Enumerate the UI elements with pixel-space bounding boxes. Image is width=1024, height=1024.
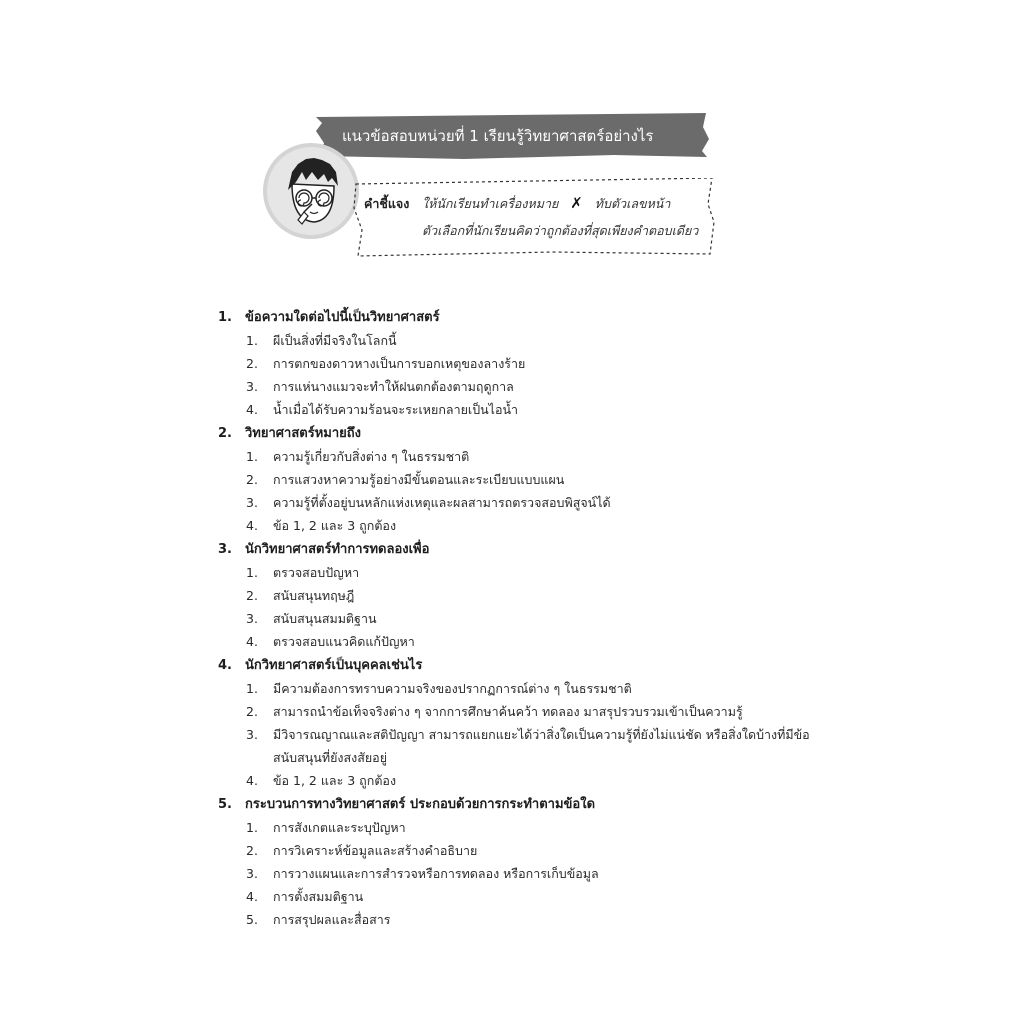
instructions-text-after-mark: ทับตัวเลขหน้า <box>594 196 671 211</box>
question-number: 3. <box>218 542 232 557</box>
answer-option[interactable] <box>218 630 818 653</box>
answer-option[interactable] <box>218 700 818 723</box>
option-number[interactable]: 3. <box>246 611 258 626</box>
answer-option[interactable] <box>218 375 818 398</box>
question-heading <box>218 422 818 445</box>
option-number[interactable]: 2. <box>246 356 258 371</box>
question-text: นักวิทยาศาสตร์ทำการทดลองเพื่อ <box>245 542 430 557</box>
answer-option[interactable] <box>218 329 818 352</box>
option-text: ความรู้ที่ตั้งอยู่บนหลักแห่งเหตุและผลสามารถตรวจสอบพิสูจน์ได้ <box>273 495 611 510</box>
option-text: การตั้งสมมติฐาน <box>273 889 364 904</box>
option-text: การสังเกตและระบุปัญหา <box>273 820 406 835</box>
question-text: กระบวนการทางวิทยาศาสตร์ ประกอบด้วยการกระทำตามข้อใด <box>245 797 596 812</box>
question-list <box>218 306 818 932</box>
question-heading <box>218 654 818 677</box>
question-2 <box>218 422 818 537</box>
student-avatar <box>262 142 360 240</box>
answer-option[interactable] <box>218 677 818 700</box>
answer-option[interactable] <box>218 468 818 491</box>
answer-option[interactable] <box>218 839 818 862</box>
answer-option[interactable] <box>218 908 818 931</box>
option-number[interactable]: 3. <box>246 866 258 881</box>
option-number[interactable]: 4. <box>246 889 258 904</box>
instructions-label: คำชี้แจง <box>364 196 410 211</box>
option-text: สามารถนำข้อเท็จจริงต่าง ๆ จากการศึกษาค้นคว้า ทดลอง มาสรุปรวบรวมเข้าเป็นความรู้ <box>273 704 743 719</box>
option-number[interactable]: 3. <box>246 727 258 742</box>
question-number: 1. <box>218 310 232 325</box>
option-number[interactable]: 2. <box>246 472 258 487</box>
option-text: สนับสนุนทฤษฎี <box>273 588 355 603</box>
question-text: วิทยาศาสตร์หมายถึง <box>245 426 361 441</box>
page-title: แนวข้อสอบหน่วยที่ 1 เรียนรู้วิทยาศาสตร์อย่างไร <box>342 127 654 145</box>
option-text: การสรุปผลและสื่อสาร <box>273 912 391 927</box>
answer-option[interactable] <box>218 862 818 885</box>
option-text: การแสวงหาความรู้อย่างมีขั้นตอนและระเบียบแบบแผน <box>273 472 565 487</box>
question-number: 2. <box>218 426 232 441</box>
option-text: ความรู้เกี่ยวกับสิ่งต่าง ๆ ในธรรมชาติ <box>273 449 470 464</box>
option-text: การวางแผนและการสำรวจหรือการทดลอง หรือการเก็บข้อมูล <box>273 866 599 881</box>
question-text: ข้อความใดต่อไปนี้เป็นวิทยาศาสตร์ <box>245 310 440 325</box>
option-text: การวิเคราะห์ข้อมูลและสร้างคำอธิบาย <box>273 843 478 858</box>
option-text: สนับสนุนสมมติฐาน <box>273 611 377 626</box>
option-number[interactable]: 2. <box>246 588 258 603</box>
answer-option[interactable] <box>218 445 818 468</box>
option-number[interactable]: 4. <box>246 518 258 533</box>
option-text: ตรวจสอบแนวคิดแก้ปัญหา <box>273 634 415 649</box>
option-text: ผีเป็นสิ่งที่มีจริงในโลกนี้ <box>273 333 397 348</box>
question-number: 4. <box>218 658 232 673</box>
instructions-line-1 <box>422 194 670 214</box>
unit-header-banner <box>314 113 710 159</box>
dashed-border <box>352 178 718 260</box>
option-number[interactable]: 1. <box>246 820 258 835</box>
question-heading <box>218 306 818 329</box>
option-number[interactable]: 1. <box>246 681 258 696</box>
question-number: 5. <box>218 797 232 812</box>
question-text: นักวิทยาศาสตร์เป็นบุคคลเช่นไร <box>245 658 423 673</box>
question-heading <box>218 793 818 816</box>
question-heading <box>218 538 818 561</box>
option-number[interactable]: 3. <box>246 495 258 510</box>
answer-option[interactable] <box>218 584 818 607</box>
option-text: มีวิจารณญาณและสติปัญญา สามารถแยกแยะได้ว่าสิ่งใดเป็นความรู้ที่ยังไม่แน่ชัด หรือสิ่งใดบ้างที่มีข้อสนับสนุนที่ยังสงสัยอยู่ <box>273 727 810 765</box>
question-1 <box>218 306 818 421</box>
option-text: มีความต้องการทราบความจริงของปรากฏการณ์ต่าง ๆ ในธรรมชาติ <box>273 681 632 696</box>
option-number[interactable]: 3. <box>246 379 258 394</box>
option-number[interactable]: 4. <box>246 773 258 788</box>
option-text: น้ำเมื่อได้รับความร้อนจะระเหยกลายเป็นไอน้ำ <box>273 402 519 417</box>
cross-mark-icon: ✗ <box>570 194 583 212</box>
instructions-box <box>352 178 718 260</box>
answer-option[interactable] <box>218 769 818 792</box>
cartoon-boy-icon <box>262 142 360 240</box>
option-number[interactable]: 4. <box>246 634 258 649</box>
question-3 <box>218 538 818 653</box>
option-text: การแห่นางแมวจะทำให้ฝนตกต้องตามฤดูกาล <box>273 379 514 394</box>
option-text: ข้อ 1, 2 และ 3 ถูกต้อง <box>273 773 397 788</box>
option-number[interactable]: 2. <box>246 843 258 858</box>
option-number[interactable]: 1. <box>246 565 258 580</box>
answer-option[interactable] <box>218 561 818 584</box>
option-text: ตรวจสอบปัญหา <box>273 565 360 580</box>
question-5 <box>218 793 818 931</box>
option-text: การตกของดาวหางเป็นการบอกเหตุของลางร้าย <box>273 356 526 371</box>
answer-option[interactable] <box>218 607 818 630</box>
instructions-line-2: ตัวเลือกที่นักเรียนคิดว่าถูกต้องที่สุดเพียงคำตอบเดียว <box>422 223 699 238</box>
answer-option[interactable] <box>218 491 818 514</box>
option-text: ข้อ 1, 2 และ 3 ถูกต้อง <box>273 518 397 533</box>
answer-option[interactable] <box>218 723 818 769</box>
option-number[interactable]: 1. <box>246 449 258 464</box>
option-number[interactable]: 4. <box>246 402 258 417</box>
answer-option[interactable] <box>218 885 818 908</box>
answer-option[interactable] <box>218 398 818 421</box>
option-number[interactable]: 5. <box>246 912 258 927</box>
option-number[interactable]: 1. <box>246 333 258 348</box>
answer-option[interactable] <box>218 514 818 537</box>
question-4 <box>218 654 818 792</box>
answer-option[interactable] <box>218 816 818 839</box>
instructions-text-before-mark: ให้นักเรียนทำเครื่องหมาย <box>422 196 559 211</box>
option-number[interactable]: 2. <box>246 704 258 719</box>
answer-option[interactable] <box>218 352 818 375</box>
